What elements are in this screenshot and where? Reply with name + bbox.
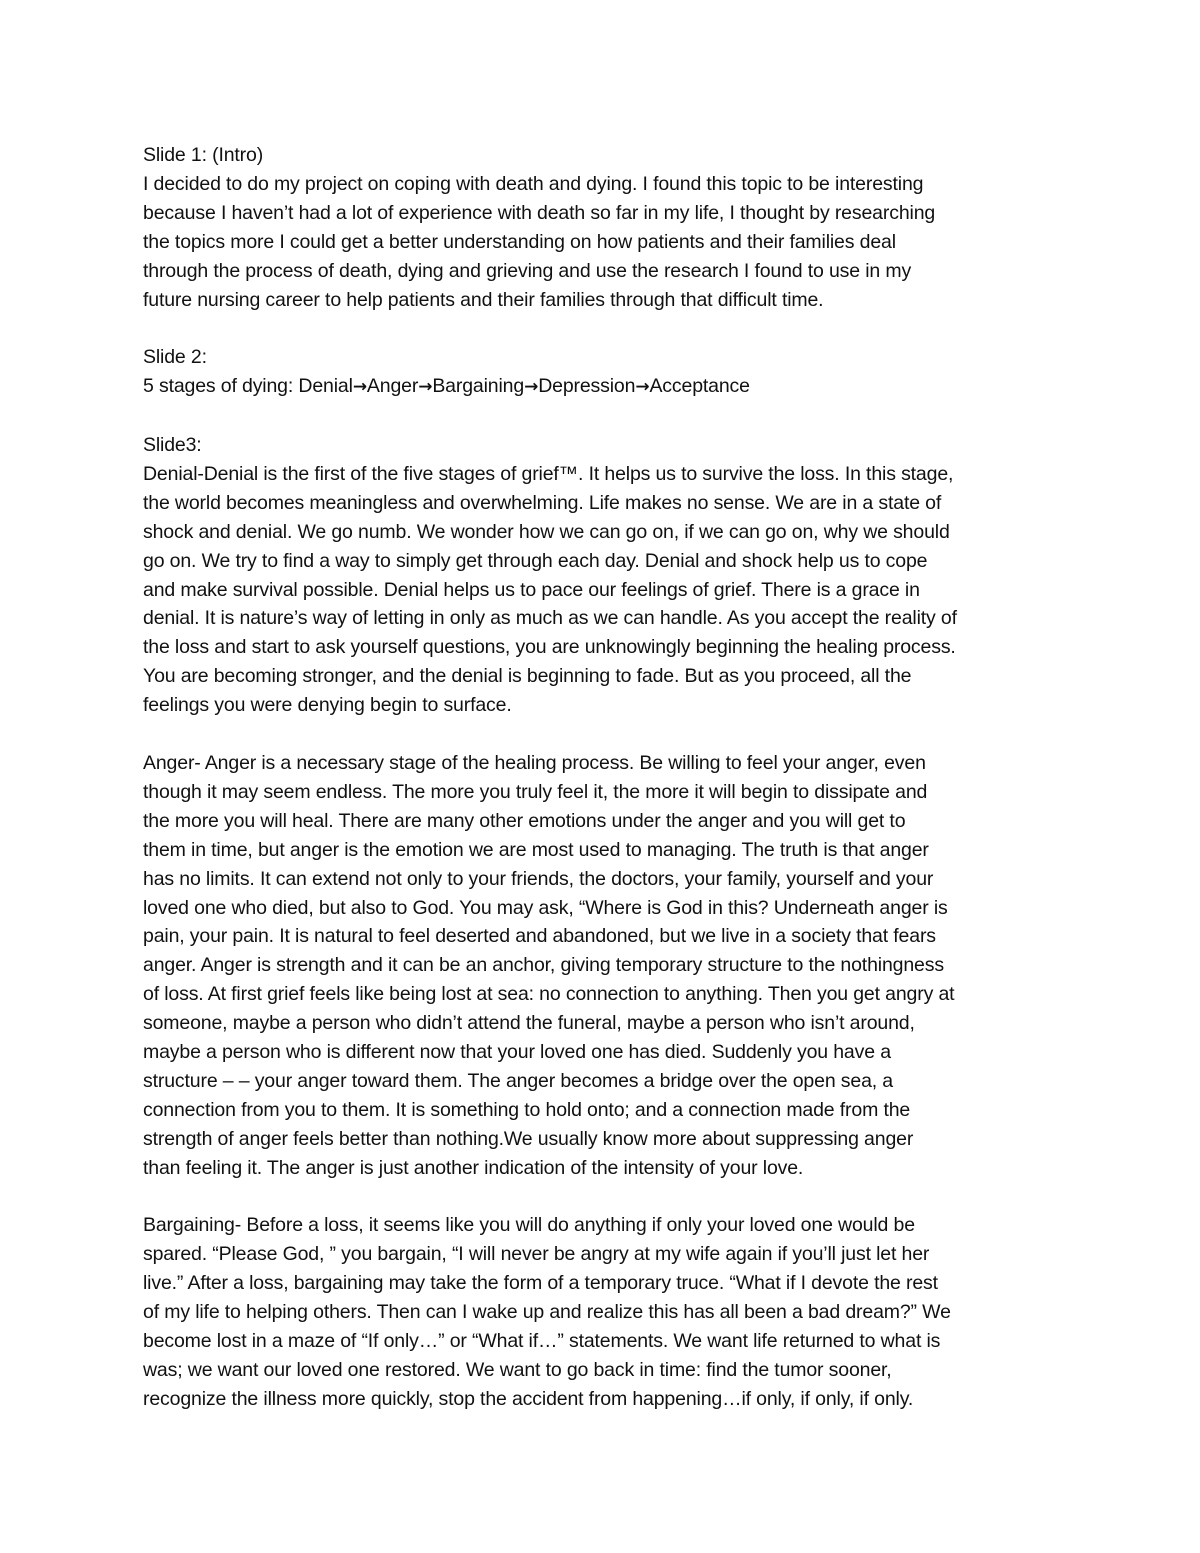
denial-paragraph-line: feelings you were denying begin to surface. [143,694,512,717]
stage-denial: Denial [298,375,353,398]
slide-1-heading: Slide 1: (Intro) [143,144,264,166]
slide-1-line: through the process of death, dying and grieving and use the research I found to use in my [143,259,912,282]
stage-bargaining: Bargaining [432,375,525,398]
bargaining-paragraph-line: of my life to helping others. Then can I wake up and realize this has all been a bad dream?” We [143,1301,951,1324]
bargaining-paragraph-line: Bargaining- Before a loss, it seems like you will do anything if only your loved one would be [143,1214,915,1237]
bargaining-paragraph-line: become lost in a maze of “If only…” or “What if…” statements. We want life returned to what is [143,1330,941,1353]
denial-paragraph-line: go on. We try to find a way to simply get through each day. Denial and shock help us to cope [143,549,928,572]
anger-paragraph-line: though it may seem endless. The more you truly feel it, the more it will begin to dissipate and [143,780,928,803]
slide-3-heading: Slide3: [143,434,202,457]
denial-paragraph-line: You are becoming stronger, and the denial is beginning to fade. But as you proceed, all the [143,665,912,688]
slide-1-section [143,141,1063,314]
anger-paragraph-line: structure – – your anger toward them. The anger becomes a bridge over the open sea, a [143,1069,894,1092]
right-arrow-icon: → [635,377,650,398]
right-arrow-icon: → [524,377,539,398]
stages-of-dying-line [143,372,1063,402]
anger-paragraph-line: the more you will heal. There are many other emotions under the anger and you will get to [143,809,906,832]
anger-paragraph-line: them in time, but anger is the emotion we are most used to managing. The truth is that anger [143,838,929,861]
denial-paragraph-line: the loss and start to ask yourself questions, you are unknowingly beginning the healing process. [143,636,956,659]
anger-paragraph-line: pain, your pain. It is natural to feel deserted and abandoned, but we live in a society that fears [143,925,936,948]
slide-1-line: I decided to do my project on coping with death and dying. I found this topic to be interesting [143,172,924,195]
slide-2-heading: Slide 2: [143,346,207,369]
denial-paragraph-line: denial. It is nature’s way of letting in only as much as we can handle. As you accept the reality of [143,607,957,630]
document-body [143,141,1063,1414]
stage-acceptance: Acceptance [649,375,750,398]
anger-paragraph-line: than feeling it. The anger is just another indication of the intensity of your love. [143,1156,804,1179]
slide-1-line: future nursing career to help patients and their families through that difficult time. [143,288,824,311]
stages-prefix: 5 stages of dying: [143,375,299,398]
anger-paragraph-line: has no limits. It can extend not only to your friends, the doctors, your family, yourself and your [143,867,934,890]
bargaining-paragraph-line: spared. “Please God, ” you bargain, “I will never be angry at my wife again if you’ll just let her [143,1243,930,1266]
right-arrow-icon: → [352,377,367,398]
anger-paragraph-line: of loss. At first grief feels like being lost at sea: no connection to anything. Then you get angry at [143,983,955,1006]
slide-1-line: because I haven’t had a lot of experience with death so far in my life, I thought by researching [143,201,936,224]
anger-paragraph-line: anger. Anger is strength and it can be an anchor, giving temporary structure to the nothingness [143,954,944,977]
slide-3-section [143,431,1063,720]
denial-paragraph-line: shock and denial. We go numb. We wonder how we can go on, if we can go on, why we should [143,520,950,543]
anger-paragraph-line: strength of anger feels better than nothing.We usually know more about suppressing anger [143,1127,914,1150]
denial-paragraph-line: and make survival possible. Denial helps us to pace our feelings of grief. There is a grace in [143,578,920,601]
slide-1-line: the topics more I could get a better understanding on how patients and their families deal [143,230,896,253]
denial-paragraph-line: the world becomes meaningless and overwhelming. Life makes no sense. We are in a state of [143,491,942,514]
anger-paragraph [143,749,1063,1183]
bargaining-paragraph-line: live.” After a loss, bargaining may take the form of a temporary truce. “What if I devote the rest [143,1272,938,1295]
stage-anger: Anger [366,375,419,398]
anger-paragraph-line: connection from you to them. It is something to hold onto; and a connection made from the [143,1098,911,1121]
anger-paragraph-line: loved one who died, but also to God. You may ask, “Where is God in this? Underneath anger is [143,896,948,919]
denial-paragraph-line: Denial-Denial is the first of the five stages of grief™. It helps us to survive the loss. In this stage, [143,462,954,485]
bargaining-paragraph [143,1211,1063,1413]
slide-2-section [143,343,1063,402]
bargaining-paragraph-line: recognize the illness more quickly, stop the accident from happening…if only, if only, if only. [143,1387,914,1410]
stage-depression: Depression [538,375,636,398]
right-arrow-icon: → [418,377,433,398]
bargaining-paragraph-line: was; we want our loved one restored. We want to go back in time: find the tumor sooner, [143,1359,892,1381]
anger-paragraph-line: someone, maybe a person who didn’t attend the funeral, maybe a person who isn’t around, [143,1012,915,1035]
anger-paragraph-line: maybe a person who is different now that your loved one has died. Suddenly you have a [143,1041,891,1064]
anger-paragraph-line: Anger- Anger is a necessary stage of the healing process. Be willing to feel your anger, even [143,751,926,774]
